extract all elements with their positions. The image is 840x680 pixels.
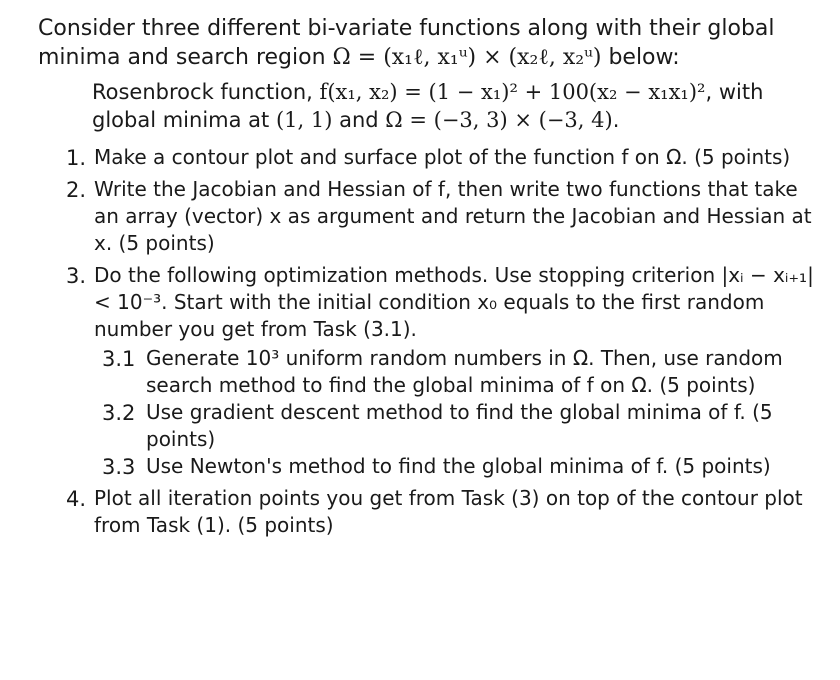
function-line-2-mid: and (332, 108, 386, 132)
task-number: 2. (66, 178, 87, 202)
task-item (38, 262, 820, 480)
intro-line-2 (38, 43, 820, 72)
task-item (38, 176, 820, 257)
search-region-formula: Ω = (x₁ℓ, x₁ᵘ) × (x₂ℓ, x₂ᵘ) (332, 45, 602, 70)
task-item (38, 485, 820, 539)
subtask-item (94, 399, 820, 453)
function-line-2 (92, 106, 820, 134)
intro-paragraph (38, 14, 820, 72)
subtask-number: 3.1 (102, 347, 136, 371)
rosenbrock-formula: f(x₁, x₂) = (1 − x₁)² + 100(x₂ − x₁x₁)² (319, 80, 706, 104)
task-list (38, 144, 820, 539)
domain-region: Ω = (−3, 3) × (−3, 4) (385, 108, 613, 132)
task-text: Make a contour plot and surface plot of the function f on Ω. (5 points) (94, 145, 791, 169)
task-number: 4. (66, 487, 87, 511)
subtask-list (94, 345, 820, 480)
rosenbrock-definition (92, 78, 820, 134)
subtask-number: 3.2 (102, 401, 136, 425)
function-name: Rosenbrock function, (92, 80, 320, 104)
function-line-1-suffix: , with (705, 80, 764, 104)
global-minimum-point: (1, 1) (275, 108, 333, 132)
task-number: 1. (66, 146, 87, 170)
function-line-2-end: . (612, 108, 620, 132)
subtask-item (94, 453, 820, 480)
intro-line-2-prefix: minima and search region (38, 45, 333, 70)
subtask-item (94, 345, 820, 399)
subtask-text: Generate 10³ uniform random numbers in Ω. Then, use random search method to find the global minima of f on Ω. (5 points) (146, 346, 783, 397)
intro-line-1: Consider three different bi-variate functions along with their global (38, 16, 775, 41)
intro-line-2-suffix: below: (601, 45, 680, 70)
task-text: Plot all iteration points you get from Task (3) on top of the contour plot from Task (1). (5 points) (94, 486, 803, 537)
task-text: Do the following optimization methods. Use stopping criterion |xᵢ − xᵢ₊₁| < 10⁻³. Start with the initial condition x₀ equals to the first random number you get from Task (3.1). (94, 263, 814, 341)
function-line-2-prefix: global minima at (92, 108, 276, 132)
subtask-text: Use gradient descent method to find the global minima of f. (5 points) (146, 400, 773, 451)
task-text: Write the Jacobian and Hessian of f, then write two functions that take an array (vector) x as argument and return the Jacobian and Hessian at x. (5 points) (94, 177, 812, 255)
subtask-number: 3.3 (102, 455, 136, 479)
task-number: 3. (66, 264, 87, 288)
function-line-1 (92, 78, 820, 106)
subtask-text: Use Newton's method to find the global minima of f. (5 points) (146, 454, 771, 478)
task-item (38, 144, 820, 171)
